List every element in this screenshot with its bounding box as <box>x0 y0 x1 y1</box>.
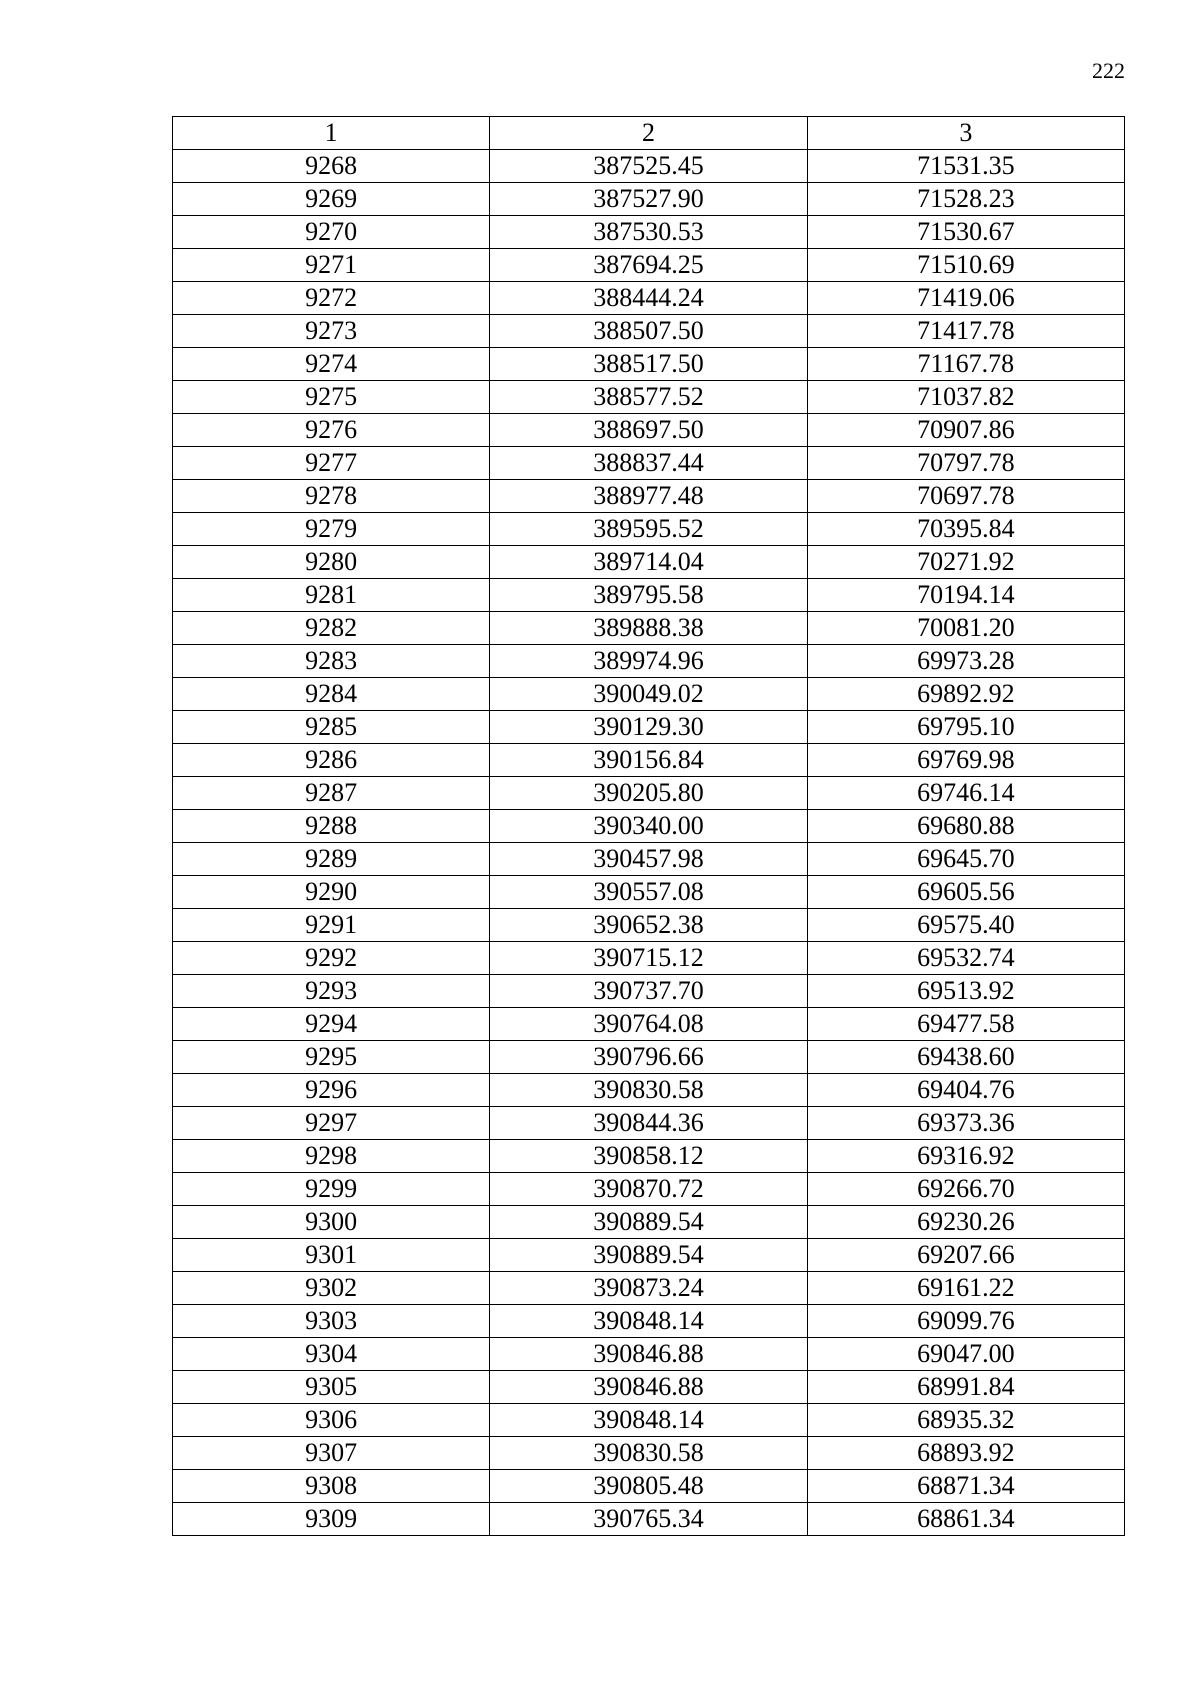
cell-y-coordinate: 71528.23 <box>807 183 1124 216</box>
cell-x-coordinate: 390796.66 <box>490 1041 807 1074</box>
cell-point-number: 9270 <box>173 216 490 249</box>
cell-y-coordinate: 69230.26 <box>807 1206 1124 1239</box>
table-row <box>173 843 1125 876</box>
cell-point-number: 9309 <box>173 1503 490 1536</box>
cell-point-number: 9299 <box>173 1173 490 1206</box>
cell-point-number: 9292 <box>173 942 490 975</box>
cell-point-number: 9284 <box>173 678 490 711</box>
cell-y-coordinate: 69207.66 <box>807 1239 1124 1272</box>
table-row <box>173 447 1125 480</box>
table-row <box>173 513 1125 546</box>
cell-y-coordinate: 71530.67 <box>807 216 1124 249</box>
cell-y-coordinate: 69532.74 <box>807 942 1124 975</box>
coordinates-table <box>172 116 1125 1536</box>
cell-point-number: 9288 <box>173 810 490 843</box>
cell-point-number: 9294 <box>173 1008 490 1041</box>
cell-x-coordinate: 390764.08 <box>490 1008 807 1041</box>
cell-point-number: 9302 <box>173 1272 490 1305</box>
cell-point-number: 9275 <box>173 381 490 414</box>
table-row <box>173 1503 1125 1536</box>
cell-y-coordinate: 69404.76 <box>807 1074 1124 1107</box>
cell-y-coordinate: 68935.32 <box>807 1404 1124 1437</box>
cell-x-coordinate: 390205.80 <box>490 777 807 810</box>
cell-y-coordinate: 69438.60 <box>807 1041 1124 1074</box>
cell-point-number: 9291 <box>173 909 490 942</box>
cell-point-number: 9285 <box>173 711 490 744</box>
table-row <box>173 1008 1125 1041</box>
table-row <box>173 810 1125 843</box>
table-row <box>173 1041 1125 1074</box>
table-row <box>173 480 1125 513</box>
cell-x-coordinate: 388577.52 <box>490 381 807 414</box>
cell-x-coordinate: 390129.30 <box>490 711 807 744</box>
table-row <box>173 744 1125 777</box>
table-row <box>173 1305 1125 1338</box>
cell-point-number: 9305 <box>173 1371 490 1404</box>
cell-x-coordinate: 390457.98 <box>490 843 807 876</box>
cell-y-coordinate: 70907.86 <box>807 414 1124 447</box>
cell-y-coordinate: 70194.14 <box>807 579 1124 612</box>
cell-point-number: 9286 <box>173 744 490 777</box>
cell-y-coordinate: 69047.00 <box>807 1338 1124 1371</box>
cell-y-coordinate: 71419.06 <box>807 282 1124 315</box>
cell-point-number: 9287 <box>173 777 490 810</box>
table-row <box>173 282 1125 315</box>
cell-x-coordinate: 390715.12 <box>490 942 807 975</box>
cell-point-number: 9278 <box>173 480 490 513</box>
table-row <box>173 315 1125 348</box>
cell-point-number: 9289 <box>173 843 490 876</box>
cell-y-coordinate: 68861.34 <box>807 1503 1124 1536</box>
cell-point-number: 9300 <box>173 1206 490 1239</box>
cell-point-number: 9297 <box>173 1107 490 1140</box>
cell-x-coordinate: 387530.53 <box>490 216 807 249</box>
cell-x-coordinate: 388837.44 <box>490 447 807 480</box>
cell-x-coordinate: 390830.58 <box>490 1074 807 1107</box>
page-number: 222 <box>1092 58 1125 83</box>
cell-y-coordinate: 68991.84 <box>807 1371 1124 1404</box>
cell-y-coordinate: 69513.92 <box>807 975 1124 1008</box>
cell-point-number: 9298 <box>173 1140 490 1173</box>
cell-point-number: 9272 <box>173 282 490 315</box>
cell-x-coordinate: 389974.96 <box>490 645 807 678</box>
cell-y-coordinate: 69575.40 <box>807 909 1124 942</box>
table-row <box>173 183 1125 216</box>
cell-x-coordinate: 388507.50 <box>490 315 807 348</box>
cell-x-coordinate: 390049.02 <box>490 678 807 711</box>
cell-x-coordinate: 388977.48 <box>490 480 807 513</box>
column-header-point-number: 1 <box>173 117 490 150</box>
table-row <box>173 150 1125 183</box>
table-row <box>173 678 1125 711</box>
cell-y-coordinate: 69795.10 <box>807 711 1124 744</box>
table-row <box>173 1470 1125 1503</box>
cell-x-coordinate: 387525.45 <box>490 150 807 183</box>
table-row <box>173 645 1125 678</box>
table-row <box>173 1173 1125 1206</box>
cell-y-coordinate: 70395.84 <box>807 513 1124 546</box>
cell-x-coordinate: 388444.24 <box>490 282 807 315</box>
cell-x-coordinate: 389795.58 <box>490 579 807 612</box>
cell-y-coordinate: 71037.82 <box>807 381 1124 414</box>
cell-x-coordinate: 390889.54 <box>490 1239 807 1272</box>
cell-y-coordinate: 69605.56 <box>807 876 1124 909</box>
cell-point-number: 9295 <box>173 1041 490 1074</box>
table-row <box>173 1437 1125 1470</box>
cell-y-coordinate: 69316.92 <box>807 1140 1124 1173</box>
cell-point-number: 9268 <box>173 150 490 183</box>
cell-point-number: 9277 <box>173 447 490 480</box>
cell-y-coordinate: 69645.70 <box>807 843 1124 876</box>
cell-point-number: 9269 <box>173 183 490 216</box>
cell-point-number: 9303 <box>173 1305 490 1338</box>
cell-x-coordinate: 390340.00 <box>490 810 807 843</box>
cell-x-coordinate: 390830.58 <box>490 1437 807 1470</box>
cell-y-coordinate: 70081.20 <box>807 612 1124 645</box>
table-row <box>173 1272 1125 1305</box>
cell-y-coordinate: 69099.76 <box>807 1305 1124 1338</box>
cell-y-coordinate: 70697.78 <box>807 480 1124 513</box>
table-row <box>173 1074 1125 1107</box>
cell-y-coordinate: 68871.34 <box>807 1470 1124 1503</box>
cell-x-coordinate: 390844.36 <box>490 1107 807 1140</box>
cell-x-coordinate: 389595.52 <box>490 513 807 546</box>
cell-point-number: 9307 <box>173 1437 490 1470</box>
cell-x-coordinate: 387694.25 <box>490 249 807 282</box>
table-row <box>173 1338 1125 1371</box>
cell-y-coordinate: 69769.98 <box>807 744 1124 777</box>
cell-x-coordinate: 388697.50 <box>490 414 807 447</box>
cell-x-coordinate: 390765.34 <box>490 1503 807 1536</box>
table-row <box>173 414 1125 447</box>
cell-x-coordinate: 390737.70 <box>490 975 807 1008</box>
cell-y-coordinate: 70271.92 <box>807 546 1124 579</box>
cell-y-coordinate: 69680.88 <box>807 810 1124 843</box>
table-row <box>173 711 1125 744</box>
cell-y-coordinate: 69973.28 <box>807 645 1124 678</box>
table-row <box>173 975 1125 1008</box>
cell-x-coordinate: 390846.88 <box>490 1371 807 1404</box>
table-row <box>173 1140 1125 1173</box>
cell-x-coordinate: 390652.38 <box>490 909 807 942</box>
table-header-row <box>173 117 1125 150</box>
cell-x-coordinate: 390156.84 <box>490 744 807 777</box>
table-row <box>173 546 1125 579</box>
cell-y-coordinate: 68893.92 <box>807 1437 1124 1470</box>
table-row <box>173 216 1125 249</box>
cell-x-coordinate: 390557.08 <box>490 876 807 909</box>
cell-y-coordinate: 69477.58 <box>807 1008 1124 1041</box>
cell-x-coordinate: 389714.04 <box>490 546 807 579</box>
cell-point-number: 9282 <box>173 612 490 645</box>
cell-y-coordinate: 71510.69 <box>807 249 1124 282</box>
cell-x-coordinate: 390889.54 <box>490 1206 807 1239</box>
cell-y-coordinate: 69746.14 <box>807 777 1124 810</box>
cell-x-coordinate: 388517.50 <box>490 348 807 381</box>
column-header-x: 2 <box>490 117 807 150</box>
table-row <box>173 348 1125 381</box>
table-row <box>173 612 1125 645</box>
cell-point-number: 9304 <box>173 1338 490 1371</box>
cell-y-coordinate: 71167.78 <box>807 348 1124 381</box>
cell-x-coordinate: 390873.24 <box>490 1272 807 1305</box>
table-row <box>173 381 1125 414</box>
cell-y-coordinate: 69892.92 <box>807 678 1124 711</box>
table-row <box>173 249 1125 282</box>
table-row <box>173 1404 1125 1437</box>
cell-x-coordinate: 390870.72 <box>490 1173 807 1206</box>
cell-x-coordinate: 390858.12 <box>490 1140 807 1173</box>
cell-point-number: 9293 <box>173 975 490 1008</box>
cell-point-number: 9274 <box>173 348 490 381</box>
cell-x-coordinate: 390846.88 <box>490 1338 807 1371</box>
cell-point-number: 9281 <box>173 579 490 612</box>
table-row <box>173 1371 1125 1404</box>
table-row <box>173 942 1125 975</box>
cell-point-number: 9273 <box>173 315 490 348</box>
table-row <box>173 1107 1125 1140</box>
cell-y-coordinate: 69161.22 <box>807 1272 1124 1305</box>
cell-x-coordinate: 389888.38 <box>490 612 807 645</box>
cell-x-coordinate: 390848.14 <box>490 1404 807 1437</box>
cell-x-coordinate: 390848.14 <box>490 1305 807 1338</box>
table-row <box>173 579 1125 612</box>
cell-point-number: 9308 <box>173 1470 490 1503</box>
cell-point-number: 9306 <box>173 1404 490 1437</box>
cell-point-number: 9271 <box>173 249 490 282</box>
cell-point-number: 9280 <box>173 546 490 579</box>
column-header-y: 3 <box>807 117 1124 150</box>
table-row <box>173 909 1125 942</box>
cell-y-coordinate: 71417.78 <box>807 315 1124 348</box>
table-row <box>173 777 1125 810</box>
table-body <box>173 150 1125 1536</box>
table-row <box>173 876 1125 909</box>
cell-y-coordinate: 69266.70 <box>807 1173 1124 1206</box>
cell-y-coordinate: 69373.36 <box>807 1107 1124 1140</box>
cell-point-number: 9276 <box>173 414 490 447</box>
cell-x-coordinate: 390805.48 <box>490 1470 807 1503</box>
cell-point-number: 9279 <box>173 513 490 546</box>
cell-y-coordinate: 71531.35 <box>807 150 1124 183</box>
cell-point-number: 9301 <box>173 1239 490 1272</box>
cell-y-coordinate: 70797.78 <box>807 447 1124 480</box>
cell-point-number: 9290 <box>173 876 490 909</box>
table-row <box>173 1239 1125 1272</box>
cell-point-number: 9296 <box>173 1074 490 1107</box>
cell-point-number: 9283 <box>173 645 490 678</box>
table-row <box>173 1206 1125 1239</box>
cell-x-coordinate: 387527.90 <box>490 183 807 216</box>
